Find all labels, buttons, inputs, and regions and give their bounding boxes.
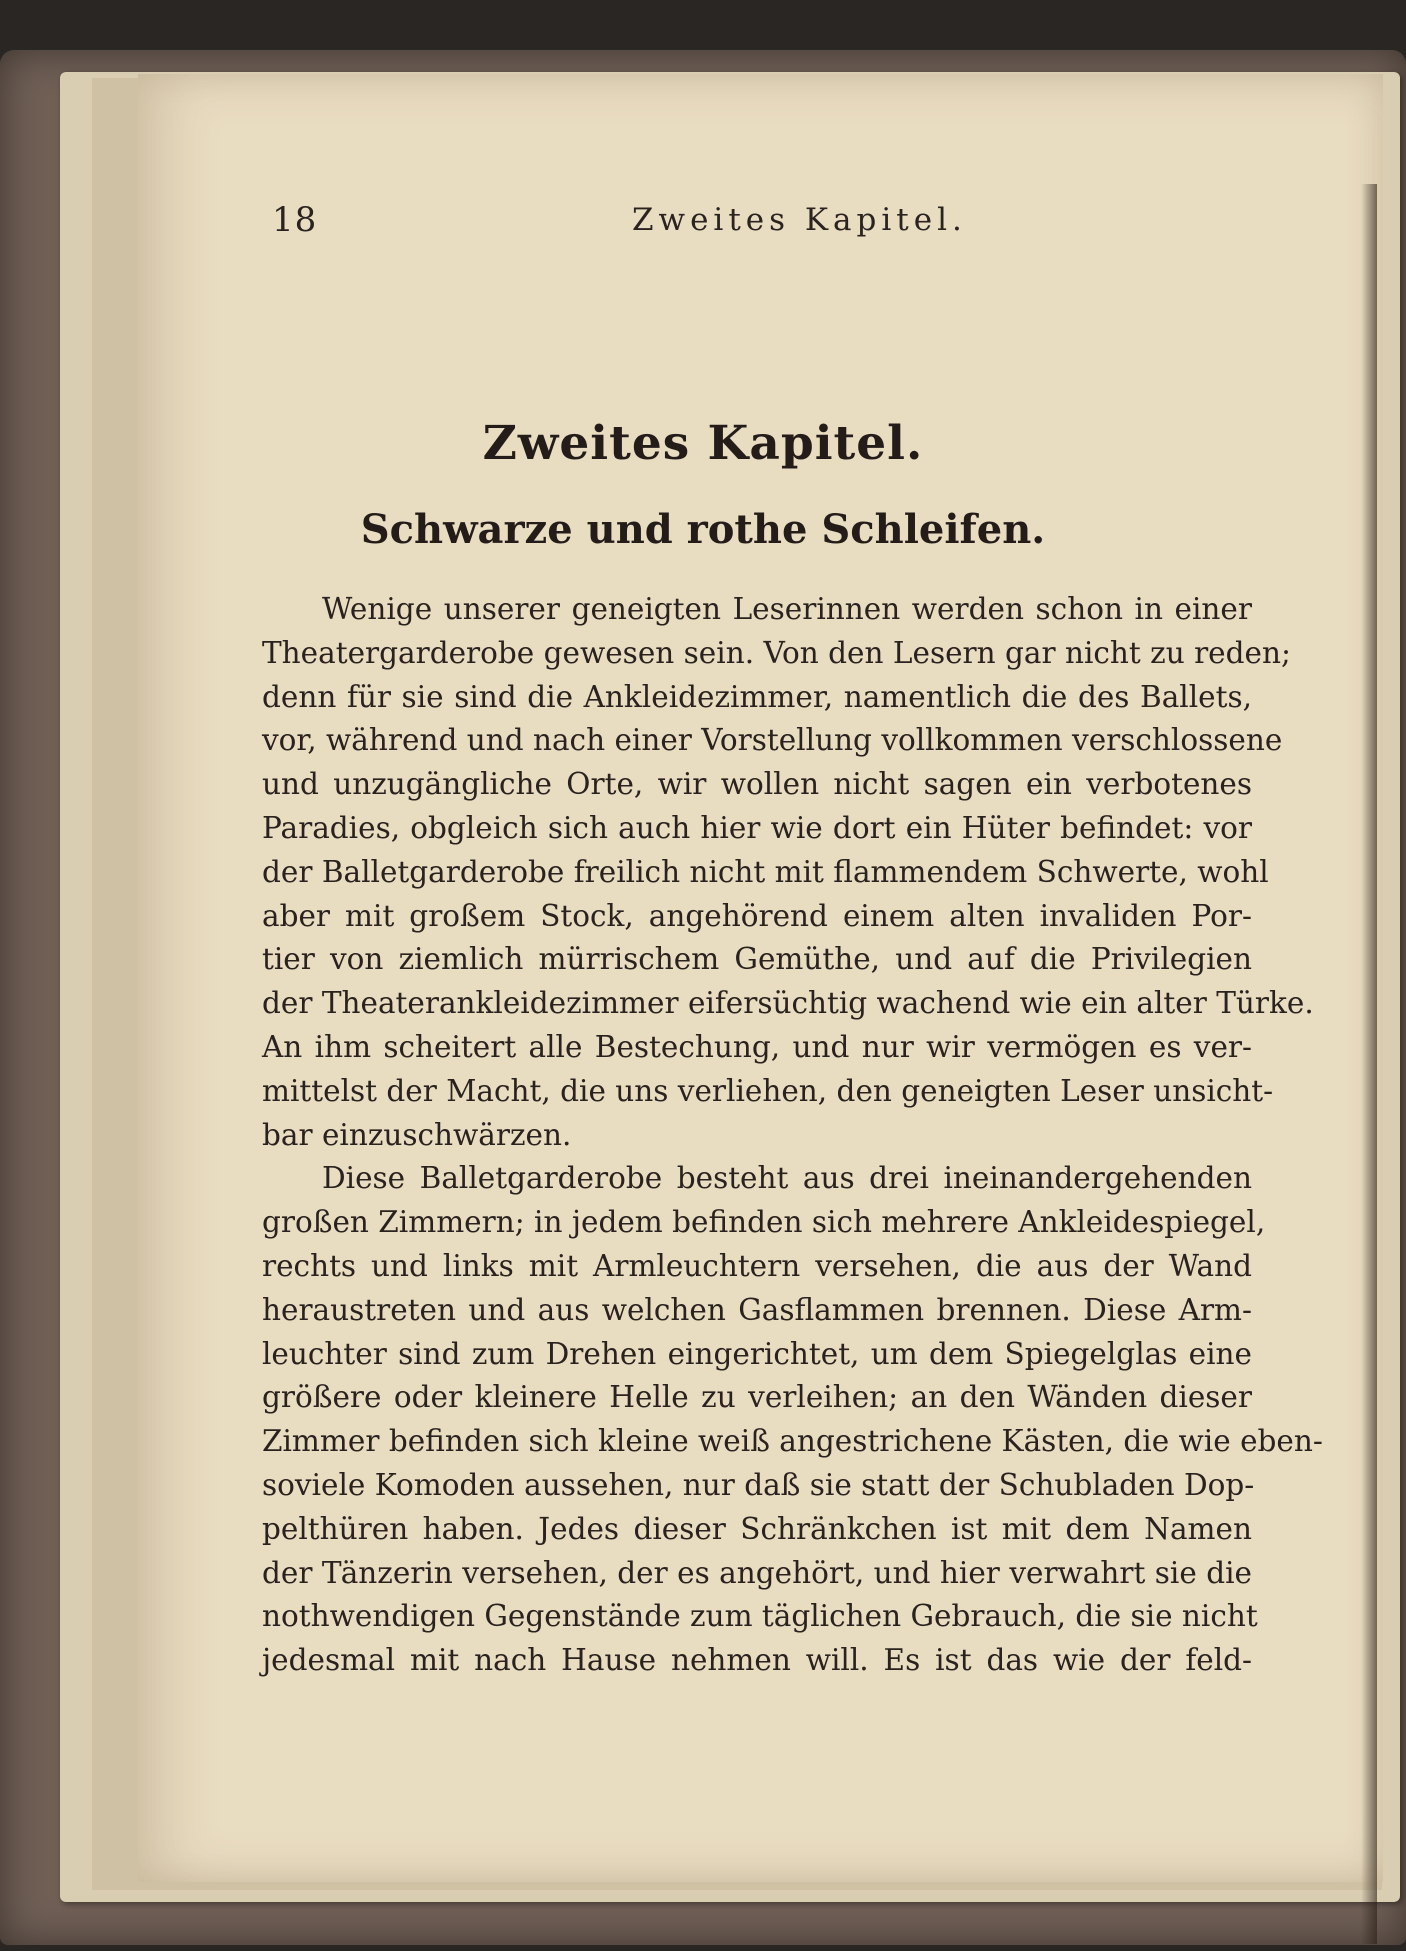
text-line: leuchter sind zum Drehen eingerichtet, um dem Spiegelglas eine bbox=[262, 1336, 1252, 1371]
text-line: großen Zimmern; in jedem befinden sich mehrere Ankleidespiegel, bbox=[262, 1205, 1266, 1240]
running-head bbox=[272, 200, 1062, 244]
text-line: rechts und links mit Armleuchtern versehen, die aus der Wand bbox=[262, 1248, 1252, 1283]
chapter-subtitle: Schwarze und rothe Schleifen. bbox=[360, 506, 1046, 553]
text-line: soviele Komoden aussehen, nur daß sie statt der Schubladen Dop- bbox=[262, 1467, 1255, 1502]
text-line: heraustreten und aus welchen Gasflammen brennen. Diese Arm- bbox=[262, 1292, 1252, 1327]
body-text bbox=[262, 588, 1323, 1683]
text-line: und unzugängliche Orte, wir wollen nicht sagen ein verbotenes bbox=[262, 767, 1252, 802]
text-line: Diese Balletgarderobe besteht aus drei ineinandergehenden bbox=[322, 1161, 1252, 1196]
text-line: tier von ziemlich mürrischem Gemüthe, und auf die Privilegien bbox=[262, 942, 1252, 977]
text-line: Paradies, obgleich sich auch hier wie dort ein Hüter befindet: vor bbox=[262, 810, 1252, 845]
text-line: pelthüren haben. Jedes dieser Schränkchen ist mit dem Namen bbox=[262, 1511, 1252, 1546]
text-line: jedesmal mit nach Hause nehmen will. Es ist das wie der feld- bbox=[262, 1643, 1252, 1678]
text-line: der Theaterankleidezimmer eifersüchtig wachend wie ein alter Türke. bbox=[262, 986, 1314, 1021]
text-line: größere oder kleinere Helle zu verleihen; an den Wänden dieser bbox=[262, 1380, 1252, 1415]
running-title: Zweites Kapitel. bbox=[632, 202, 967, 238]
text-line: nothwendigen Gegenstände zum täglichen Gebrauch, die sie nicht bbox=[262, 1599, 1258, 1634]
text-line: aber mit großem Stock, angehörend einem alten invaliden Por- bbox=[262, 898, 1252, 933]
text-line: An ihm scheitert alle Bestechung, und nur wir vermögen es ver- bbox=[262, 1029, 1252, 1064]
text-line: bar einzuschwärzen. bbox=[262, 1117, 572, 1152]
text-line: mittelst der Macht, die uns verliehen, den geneigten Leser unsicht- bbox=[262, 1073, 1274, 1108]
page-number: 18 bbox=[272, 200, 318, 240]
text-line: vor, während und nach einer Vorstellung vollkommen verschlossene bbox=[262, 723, 1283, 758]
text-line: der Tänzerin versehen, der es angehört, und hier verwahrt sie die bbox=[262, 1555, 1252, 1590]
text-line: Theatergarderobe gewesen sein. Von den Lesern gar nicht zu reden; bbox=[262, 635, 1291, 670]
chapter-title: Zweites Kapitel. bbox=[482, 416, 924, 471]
text-line: Wenige unserer geneigten Leserinnen werden schon in einer bbox=[322, 592, 1252, 626]
text-line: der Balletgarderobe freilich nicht mit flammendem Schwerte, wohl bbox=[262, 854, 1269, 889]
text-line: denn für sie sind die Ankleidezimmer, namentlich die des Ballets, bbox=[262, 679, 1252, 714]
text-line: Zimmer befinden sich kleine weiß angestrichene Kästen, die wie eben- bbox=[262, 1424, 1323, 1459]
